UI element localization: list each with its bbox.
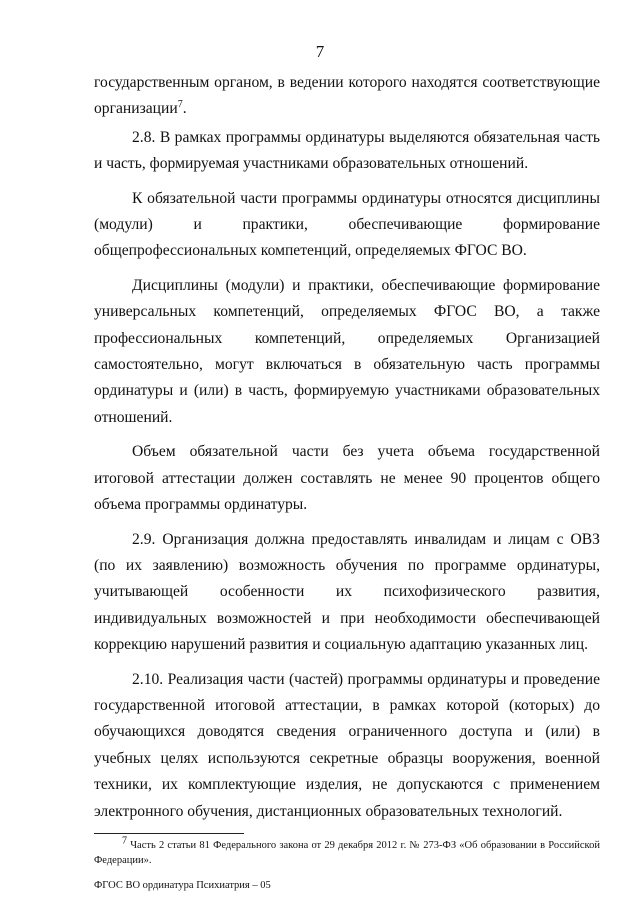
paragraph-universal-competencies: Дисциплины (модули) и практики, обеспечивающие формирование универсальных компетенций, определяемых ФГОС ВО, а также профессиональных компетенций, определяемых Организацией самостоятельно, могут включаться в обязательную часть программы ординатуры и (или) в часть, формируемую участниками образовательных отношений.: [94, 276, 600, 426]
footer-label: ФГОС ВО ординатура Психиатрия – 05: [94, 880, 271, 891]
paragraph-2-10: 2.10. Реализация части (частей) программы ординатуры и проведение государственной итоговой аттестации, в рамках которой (которых) до обучающихся доводятся сведения ограниченного доступа и (или) в учебных целях используются секретные образцы вооружения, военной техники, их комплектующие изделия, не допускаются с применением электронного обучения, дистанционных образовательных технологий.: [94, 670, 600, 820]
paragraph-2-8: 2.8. В рамках программы ординатуры выделяются обязательная часть и часть, формируемая участниками образовательных отношений.: [94, 128, 600, 173]
paragraph-continuation: государственным органом, в ведении которого находятся соответствующие организации$^7$.: [94, 74, 600, 118]
footnote-reference: 7: [177, 99, 183, 111]
paragraph-mandatory-part: К обязательной части программы ординатуры относятся дисциплины (модули) и практики, обеспечивающие формирование общепрофессиональных компетенций, определяемых ФГОС ВО.: [94, 189, 600, 260]
page-number: 7: [315, 42, 325, 61]
footnote: [94, 835, 600, 868]
footnote-marker: 7: [122, 835, 127, 847]
paragraph-2-9: 2.9. Организация должна предоставлять инвалидам и лицам с ОВЗ (по их заявлению) возможность обучения по программе ординатуры, учитывающей особенности их психофизического развития, индивидуальных возможностей и при необходимости обеспечивающей коррекцию нарушений развития и социальную адаптацию указанных лиц.: [94, 530, 600, 654]
footnote-text: Часть 2 статьи 81 Федерального закона от 29 декабря 2012 г. № 273-ФЗ «Об образовании в Российской Федерации».: [94, 840, 600, 866]
document-body: [94, 70, 600, 825]
paragraph-volume: Объем обязательной части без учета объема государственной итоговой аттестации должен составлять не менее 90 процентов общего объема программы ординатуры.: [94, 443, 600, 514]
footnote-divider: [94, 833, 244, 834]
